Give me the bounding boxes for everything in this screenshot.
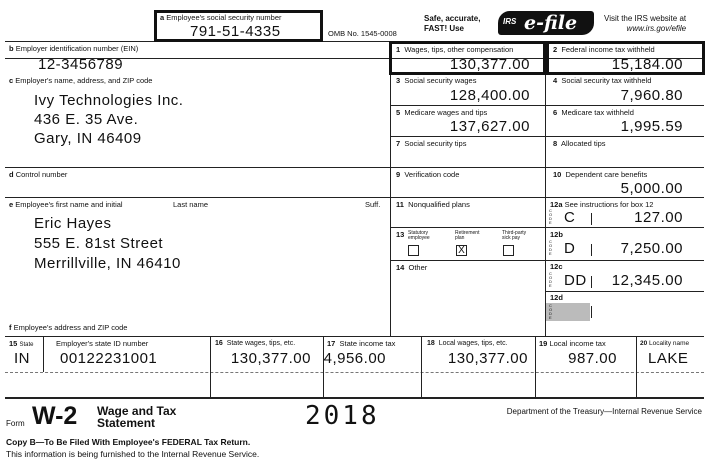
suff-label: Suff. [365,200,381,209]
box-1-label: 1 Wages, tips, other compensation [396,45,514,54]
employee-address: 555 E. 81st Street [34,235,164,252]
ein-value: 12-3456789 [38,56,124,73]
box-3-label: 3 Social security wages [396,76,477,85]
box-12d-label: 12d [550,293,563,302]
retirement-label: Retirement plan [455,230,480,241]
box-20-label: 20 Locality name [640,340,690,347]
box-12a-code-vert: C O D E [549,208,553,225]
box-15-label: 15 State [9,339,34,348]
state-code: IN [14,350,30,367]
irs-badge: IRS [503,17,517,26]
employer-city: Gary, IN 46409 [34,130,142,147]
box-19-label: 19 Local income tax [539,339,606,348]
department-text: Department of the Treasury—Internal Revenue Service [506,407,702,416]
box-17-label: 17 State income tax [327,339,396,348]
box-5-value: 137,627.00 [449,118,530,135]
box-16-value: 130,377.00 [230,350,311,367]
statutory-checkbox[interactable] [408,245,419,256]
form-name: W-2 [32,402,78,430]
box-12d-code-vert: C O D E [549,303,553,320]
box-19-value: 987.00 [568,350,617,367]
omb-number: OMB No. 1545-0008 [328,29,397,38]
box-5-label: 5 Medicare wages and tips [396,108,488,117]
employee-name: Eric Hayes [34,215,112,232]
thirdparty-label: Third-party sick pay [502,230,527,241]
employer-name-label: c Employer's name, address, and ZIP code [9,76,153,85]
box-4-label: 4 Social security tax withheld [553,76,652,85]
box-20-value: LAKE [648,350,689,367]
box-12b-value: 7,250.00 [620,240,683,257]
box-4-value: 7,960.80 [620,87,683,104]
employer-address: 436 E. 35 Ave. [34,111,139,128]
box-12a-label: 12a See instructions for box 12 [550,200,654,209]
employee-city: Merrillville, IN 46410 [34,255,181,272]
employer-name: Ivy Technologies Inc. [34,92,184,109]
box-12b-label: 12b [550,230,563,239]
box-16-label: 16 State wages, tips, etc. [215,340,296,347]
box-8-label: 8 Allocated tips [553,139,606,148]
box-7-label: 7 Social security tips [396,139,467,148]
control-number-label: d Control number [9,170,68,179]
box-12c-value: 12,345.00 [611,272,683,289]
state-id: 00122231001 [60,350,158,367]
thirdparty-checkbox[interactable] [503,245,514,256]
copy-b-line: Copy B—To Be Filed With Employee's FEDERAL Tax Return. [6,437,251,447]
info-line: This information is being furnished to the Internal Revenue Service. [6,449,260,459]
box-12a-code: C [564,209,576,226]
form-word: Form [6,419,25,428]
box-14-label: 14 Other [396,263,428,272]
box-12b-code: D [564,240,576,257]
form-title: Wage and Tax Statement [97,404,177,430]
box-10-value: 5,000.00 [620,180,683,197]
efile-text: e-file [524,12,578,34]
box-10-label: 10 Dependent care benefits [553,170,648,179]
employee-name-label: e Employee's first name and initial [9,200,123,209]
box-18-value: 130,377.00 [447,350,528,367]
box-6-label: 6 Medicare tax withheld [553,108,634,117]
box-3-value: 128,400.00 [449,87,530,104]
box-2-value: 15,184.00 [611,56,683,73]
statutory-label: Statutory employee [408,230,430,241]
tax-year: 2018 [305,401,380,431]
box-1-value: 130,377.00 [449,56,530,73]
last-name-label: Last name [173,200,209,209]
box-17-value: 4,956.00 [323,350,386,367]
box-12b-code-vert: C O D E [549,239,553,256]
box-2-label: 2 Federal income tax withheld [553,45,655,54]
ssn-value: 791-51-4335 [190,23,281,40]
efile-logo [498,11,594,35]
box-12c-code: DD [564,272,587,289]
box-6-value: 1,995.59 [620,118,683,135]
box-12c-label: 12c [550,262,563,271]
box-15-id-label: Employer's state ID number [56,339,149,348]
box-18-label: 18 Local wages, tips, etc. [427,340,508,347]
box-12a-value: 127.00 [634,209,683,226]
box-13-number: 13 [396,230,405,239]
visit-irs-text: Visit the IRS website at www.irs.gov/efile [604,14,687,33]
box-12c-code-vert: C O D E [549,271,553,288]
box-11-label: 11 Nonqualified plans [396,200,470,209]
safe-accurate-text: Safe, accurate, FAST! Use [424,14,481,33]
box-9-label: 9 Verification code [396,170,460,179]
ein-label: b Employer identification number (EIN) [9,44,139,53]
employee-address-label: f Employee's address and ZIP code [9,323,128,332]
retirement-checkbox[interactable]: X [456,245,467,256]
box-a-label: a Employee's social security number [160,13,282,22]
